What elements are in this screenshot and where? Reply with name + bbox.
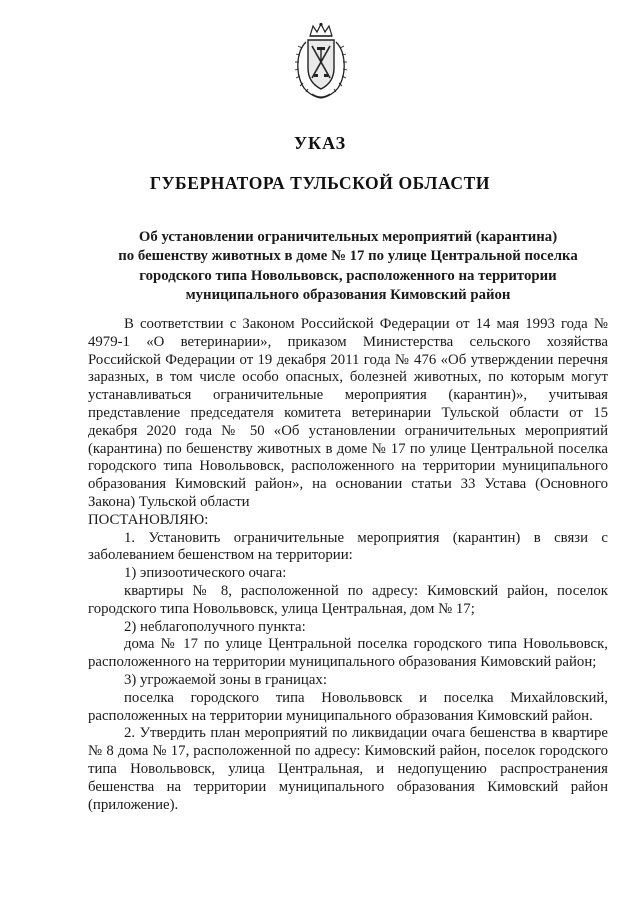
heading-line: Об установлении ограничительных мероприятий (карантина): [138, 229, 558, 245]
subitem-2-text: дома № 17 по улице Центральной поселка городского типа Новольвовск, расположенного на территории муниципального образования Кимовский район;: [88, 636, 608, 671]
subitem-3-text: поселка городского типа Новольвовск и поселка Михайловский, расположенных на территории муниципального образования Кимовский район.: [88, 689, 608, 724]
decree-issuer: ГУБЕРНАТОРА ТУЛЬСКОЙ ОБЛАСТИ: [149, 173, 491, 193]
item-1-paragraph: 1. Установить ограничительные мероприятия (карантин) в связи с заболеванием бешенством на территории:: [88, 529, 608, 564]
decree-body: [88, 316, 608, 814]
subitem-1-label: 1) эпизоотического очага:: [124, 565, 287, 582]
heading-line: муниципального образования Кимовский район: [185, 286, 511, 303]
subitem-3-label: 3) угрожаемой зоны в границах:: [124, 671, 327, 688]
decree-heading: [88, 228, 608, 305]
subitem-1-text: квартиры № 8, расположенной по адресу: Кимовский район, поселок городского типа Новольвовск, улица Центральная, дом № 17;: [88, 582, 608, 617]
heading-line: городского типа Новольвовск, расположенного на территории: [139, 267, 557, 284]
subitem-2-label: 2) неблагополучного пункта:: [124, 618, 306, 635]
heading-line: по бешенству животных в доме № 17 по улице Центральной поселка: [118, 248, 578, 265]
item-2-paragraph: 2. Утвердить план мероприятий по ликвидации очага бешенства в квартире № 8 дома № 17, расположенной по адресу: Кимовский район, поселок городского типа Новольвовск, улица Центральная, и недопущению распространения бешенства на территории муниципального образования Кимовский район (приложение).: [88, 725, 608, 813]
preamble-paragraph: В соответствии с Законом Российской Федерации от 14 мая 1993 года № 4979-1 «О ветеринарии», приказом Министерства сельского хозяйства Российской Федерации от 19 декабря 2011 года № 476 «Об утверждении перечня заразных, в том числе особо опасных, болезней животных, по которым могут устанавливаться ограничительные мероприятия (карантин)», учитывая представление председателя комитета ветеринарии Тульской области от 15 декабря 2020 года № 50 «Об установлении ограничительных мероприятий (карантина) по бешенству животных в доме № 17 по улице Центральной поселка городского типа Новольвовск, расположенного на территории муниципального образования Кимовский район», на основании статьи 33 Устава (Основного Закона) Тульской области: [88, 316, 608, 510]
decree-title: УКАЗ: [293, 133, 347, 153]
resolution-word: ПОСТАНОВЛЯЮ:: [88, 511, 209, 528]
tula-coat-of-arms-icon: [292, 22, 350, 100]
